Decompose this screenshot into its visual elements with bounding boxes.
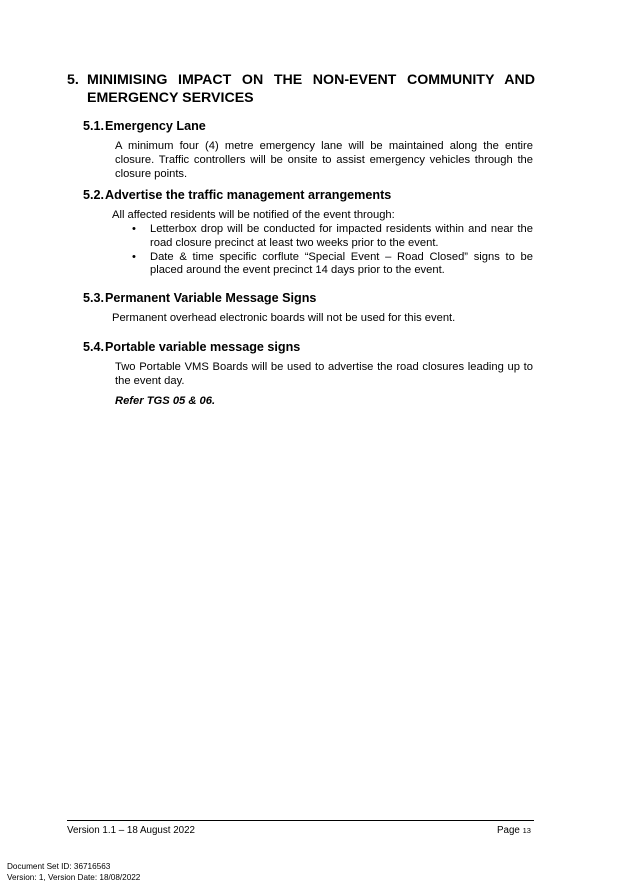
list-item xyxy=(131,251,533,279)
section-5-1-title: Emergency Lane xyxy=(105,119,206,133)
list-item xyxy=(131,223,533,251)
document-set-id: Document Set ID: 36716563 xyxy=(7,862,111,871)
bullet-icon: • xyxy=(132,223,136,235)
section-5-2-title: Advertise the traffic management arrangements xyxy=(105,188,392,202)
list-item-text: Date & time specific corflute “Special Event – Road Closed” signs to be placed around the event precinct 14 days prior to the event. xyxy=(150,250,533,277)
document-version-line: Version: 1, Version Date: 18/08/2022 xyxy=(7,873,141,882)
footer-page xyxy=(497,825,531,836)
footer-version: Version 1.1 – 18 August 2022 xyxy=(67,825,196,836)
tgs-reference: Refer TGS 05 & 06. xyxy=(115,395,216,407)
section-5-1-body: A minimum four (4) metre emergency lane will be maintained along the entire closure. Traffic controllers will be onsite to assist emergency vehicles through the closure points. xyxy=(115,140,533,180)
document-stamp xyxy=(7,861,140,883)
section-5-4-body: Two Portable VMS Boards will be used to advertise the road closures leading up to the event day. xyxy=(115,361,533,387)
section-5-4-heading xyxy=(83,339,300,355)
section-5-1-number: 5.1. xyxy=(83,119,105,133)
section-5-3-title: Permanent Variable Message Signs xyxy=(105,291,317,305)
section-5-3-number: 5.3. xyxy=(83,291,105,305)
section-5-2-number: 5.2. xyxy=(83,188,105,202)
notification-list xyxy=(131,223,533,278)
section-5-1-heading xyxy=(83,118,206,134)
bullet-icon: • xyxy=(132,250,136,263)
section-5-3-heading xyxy=(83,290,316,306)
footer-page-number: 13 xyxy=(522,826,531,835)
section-5-heading xyxy=(67,71,535,107)
section-5-2-heading xyxy=(83,187,391,203)
section-5-3-body: Permanent overhead electronic boards will not be used for this event. xyxy=(112,312,456,324)
footer-page-label: Page xyxy=(497,825,520,836)
section-5-4-number: 5.4. xyxy=(83,340,105,354)
footer-divider xyxy=(67,820,534,821)
section-5-number: 5. xyxy=(67,72,79,88)
list-item-text: Letterbox drop will be conducted for impacted residents within and near the road closure precinct at least two weeks prior to the event. xyxy=(150,223,533,249)
section-5-title: MINIMISING IMPACT ON THE NON-EVENT COMMUNITY AND EMERGENCY SERVICES xyxy=(87,72,535,106)
section-5-2-intro: All affected residents will be notified of the event through: xyxy=(112,209,395,221)
section-5-4-title: Portable variable message signs xyxy=(105,340,301,354)
